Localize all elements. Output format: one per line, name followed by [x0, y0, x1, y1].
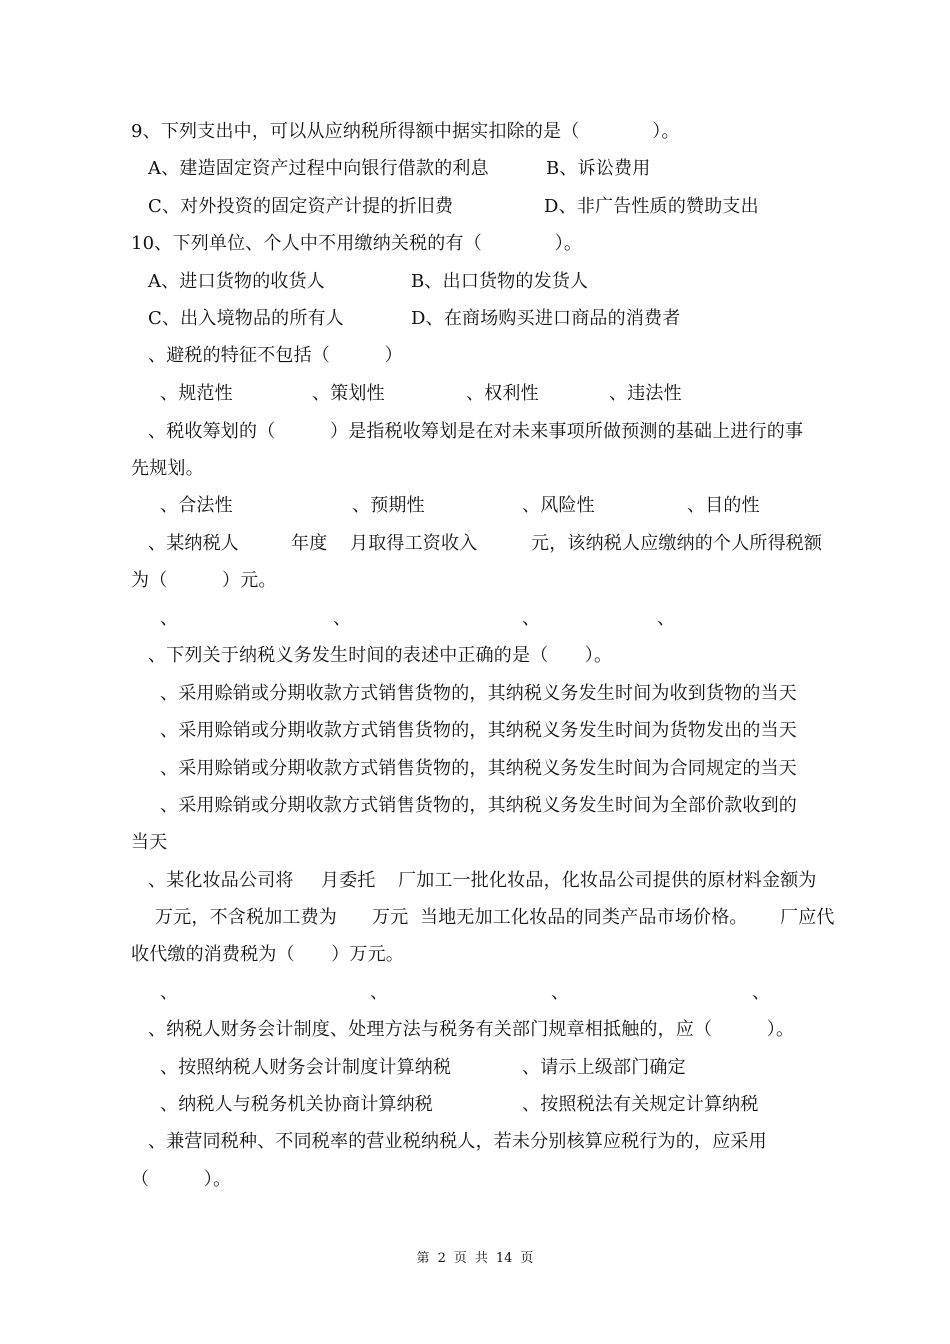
question-14: 、下列关于纳税义务发生时间的表述中正确的是（ ）。: [148, 645, 613, 666]
q15-option-d: 、: [752, 982, 771, 1003]
question-13-part1: 、某纳税人: [148, 533, 239, 554]
q14-option-d-cont: 当天: [131, 832, 168, 853]
q11-option-c: 、权利性: [466, 383, 539, 404]
question-15-part7: 厂应代: [780, 907, 835, 928]
question-16: 、纳税人财务会计制度、处理方法与税务有关部门规章相抵触的，应（ ）。: [148, 1019, 795, 1040]
q14-option-a: 、采用赊销或分期收款方式销售货物的，其纳税义务发生时间为收到货物的当天: [160, 683, 797, 704]
q11-option-d: 、违法性: [609, 383, 682, 404]
q12-option-b: 、预期性: [352, 495, 425, 516]
question-15-part4: 万元，不含税加工费为: [155, 907, 337, 928]
question-10: 10、下列单位、个人中不用缴纳关税的有（ ）。: [131, 233, 583, 254]
footer-page-number: 2: [437, 1251, 446, 1266]
q10-option-d: D、在商场购买进口商品的消费者: [411, 308, 681, 329]
question-9: 9、下列支出中，可以从应纳税所得额中据实扣除的是（ ）。: [131, 121, 680, 142]
q10-option-a: A、进口货物的收货人: [148, 271, 325, 292]
question-13-part2: 年度: [291, 533, 328, 554]
q13-option-a: 、: [160, 608, 179, 629]
question-15-cont: 收代缴的消费税为（ ）万元。: [131, 944, 404, 965]
q9-option-c: C、对外投资的固定资产计提的折旧费: [148, 196, 454, 217]
footer-total-pages: 14: [495, 1251, 513, 1266]
question-13-part4: 元，该纳税人应缴纳的个人所得税额: [531, 533, 823, 554]
footer-total-label: 共: [474, 1251, 488, 1266]
footer-suffix: 页: [520, 1251, 534, 1266]
q12-option-a: 、合法性: [160, 495, 233, 516]
q16-option-d: 、按照税法有关规定计算纳税: [522, 1094, 759, 1115]
question-17: 、兼营同税种、不同税率的营业税纳税人，若未分别核算应税行为的，应采用: [148, 1131, 767, 1152]
q14-option-d: 、采用赊销或分期收款方式销售货物的，其纳税义务发生时间为全部价款收到的: [160, 795, 797, 816]
question-17-cont: （ ）。: [131, 1169, 232, 1190]
q16-option-a: 、按照纳税人财务会计制度计算纳税: [160, 1057, 452, 1078]
footer-page-label: 页: [453, 1251, 467, 1266]
question-12: 、税收筹划的（ ）是指税收筹划是在对未来事项所做预测的基础上进行的事: [148, 421, 804, 442]
question-13-part3: 月取得工资收入: [350, 533, 478, 554]
page-footer: [0, 1251, 950, 1267]
q15-option-c: 、: [551, 982, 570, 1003]
q14-option-b: 、采用赊销或分期收款方式销售货物的，其纳税义务发生时间为货物发出的当天: [160, 720, 797, 741]
q9-option-a: A、建造固定资产过程中向银行借款的利息: [148, 158, 489, 179]
q13-option-d: 、: [657, 608, 676, 629]
q9-option-d: D、非广告性质的赞助支出: [544, 196, 759, 217]
q10-option-c: C、出入境物品的所有人: [148, 308, 344, 329]
q15-option-a: 、: [160, 982, 179, 1003]
footer-prefix: 第: [416, 1251, 430, 1266]
q10-option-b: B、出口货物的发货人: [411, 271, 589, 292]
question-15-part3: 厂加工一批化妆品，化妆品公司提供的原材料金额为: [398, 870, 817, 891]
question-15-part1: 、某化妆品公司将: [148, 870, 294, 891]
question-15-part5: 万元: [372, 907, 409, 928]
q14-option-c: 、采用赊销或分期收款方式销售货物的，其纳税义务发生时间为合同规定的当天: [160, 758, 797, 779]
question-13-cont: 为（ ）元。: [131, 570, 277, 591]
q13-option-b: 、: [333, 608, 352, 629]
q16-option-b: 、请示上级部门确定: [522, 1057, 686, 1078]
question-15-part2: 月委托: [321, 870, 376, 891]
q12-option-c: 、风险性: [522, 495, 595, 516]
q11-option-b: 、策划性: [312, 383, 385, 404]
q15-option-b: 、: [370, 982, 389, 1003]
q12-option-d: 、目的性: [687, 495, 760, 516]
q11-option-a: 、规范性: [160, 383, 233, 404]
q13-option-c: 、: [522, 608, 541, 629]
q9-option-b: B、诉讼费用: [546, 158, 651, 179]
q16-option-c: 、纳税人与税务机关协商计算纳税: [160, 1094, 433, 1115]
question-11: 、避税的特征不包括（ ）: [148, 345, 403, 366]
question-15-part6: 当地无加工化妆品的同类产品市场价格。: [420, 907, 748, 928]
question-12-cont: 先规划。: [131, 458, 204, 479]
